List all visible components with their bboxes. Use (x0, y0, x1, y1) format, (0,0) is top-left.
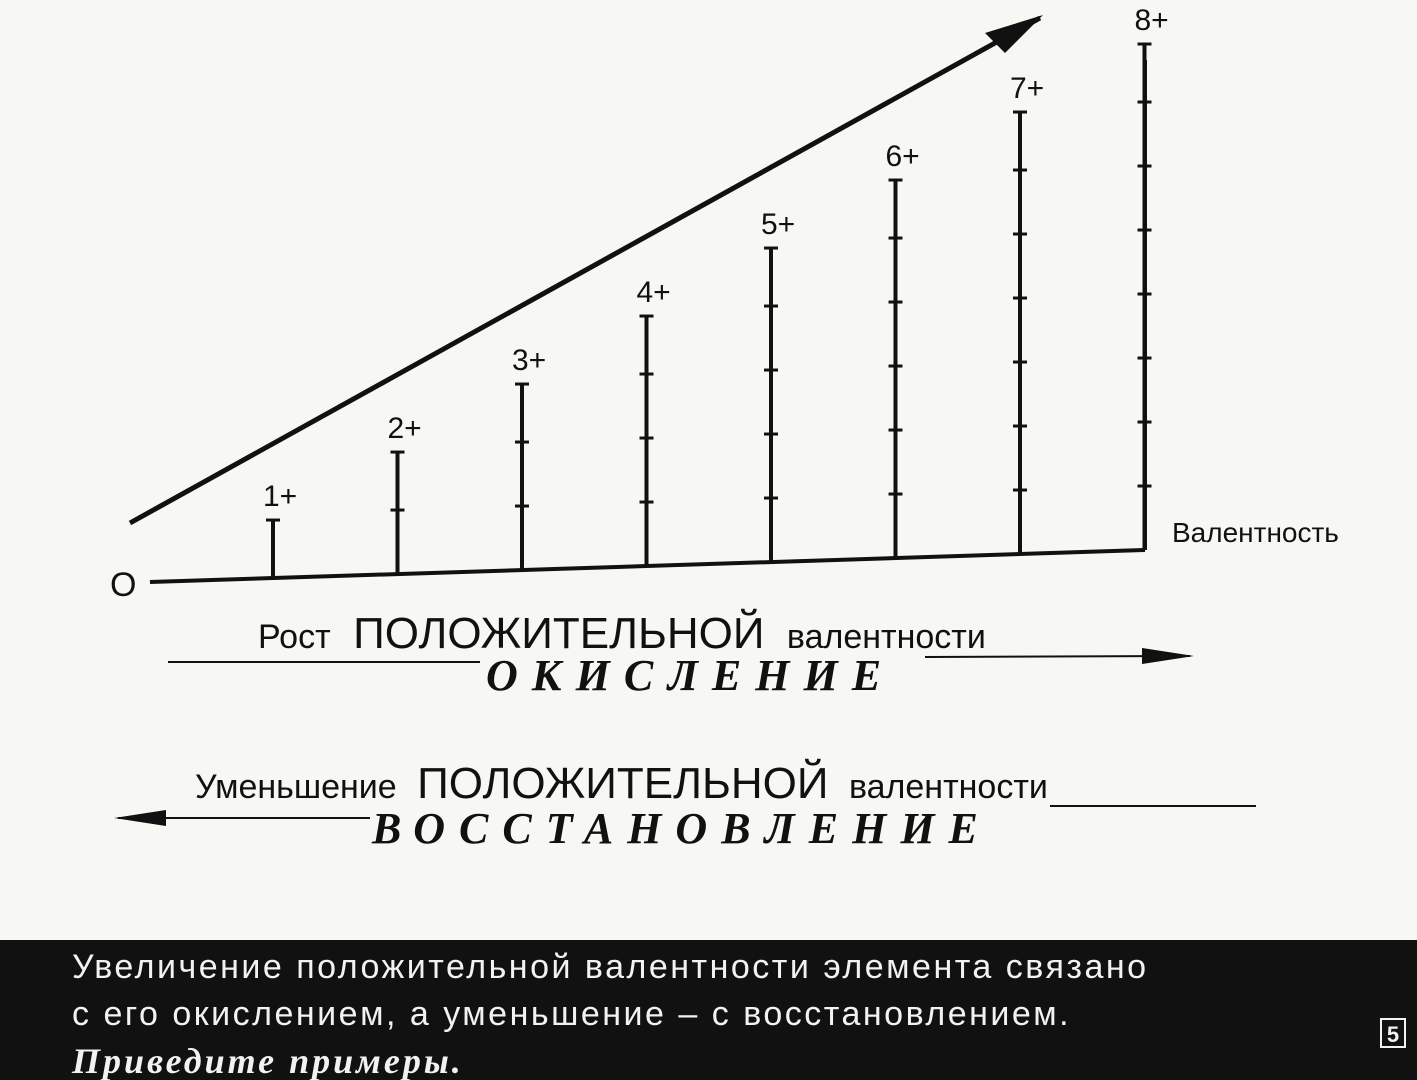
valence-label: 8+ (1134, 4, 1169, 38)
oxidation-phrase-end: валентности (786, 618, 986, 656)
valence-label: 1+ (263, 480, 298, 514)
caption-line-1: Увеличение положительной валентности элемента связано (72, 948, 1149, 986)
reduction-term: ВОССТАНОВЛЕНИЕ (372, 804, 992, 853)
reduction-phrase-emph: ПОЛОЖИТЕЛЬНОЙ (417, 759, 829, 808)
reduction-phrase (195, 757, 1048, 808)
oxidation-section (168, 607, 1194, 700)
growth-arrow (130, 18, 1040, 523)
valence-label: 6+ (885, 140, 920, 174)
oxidation-arrowhead (1142, 648, 1194, 664)
origin-label: O (110, 566, 137, 604)
reduction-phrase-start: Уменьшение (195, 768, 397, 806)
valence-label: 2+ (387, 412, 422, 446)
growth-arrowhead (985, 15, 1043, 53)
reduction-phrase-end: валентности (848, 768, 1048, 806)
caption-line-2: с его окислением, а уменьшение – с восстановлением. (72, 995, 1072, 1033)
valence-label: 5+ (761, 208, 796, 242)
oxidation-phrase-start: Рост (258, 618, 331, 656)
page-number: 5 (1380, 1018, 1406, 1048)
valence-bars (263, 4, 1169, 578)
axis-label: Валентность (1172, 517, 1339, 548)
oxidation-phrase-emph: ПОЛОЖИТЕЛЬНОЙ (353, 609, 765, 658)
valence-label: 7+ (1010, 72, 1045, 106)
reduction-section (114, 757, 1256, 853)
reduction-arrowhead (114, 810, 166, 826)
caption-line-3: Приведите примеры. (72, 1041, 464, 1080)
oxidation-term: ОКИСЛЕНИЕ (486, 651, 896, 700)
valence-label: 4+ (636, 276, 671, 310)
valence-label: 3+ (512, 344, 547, 378)
